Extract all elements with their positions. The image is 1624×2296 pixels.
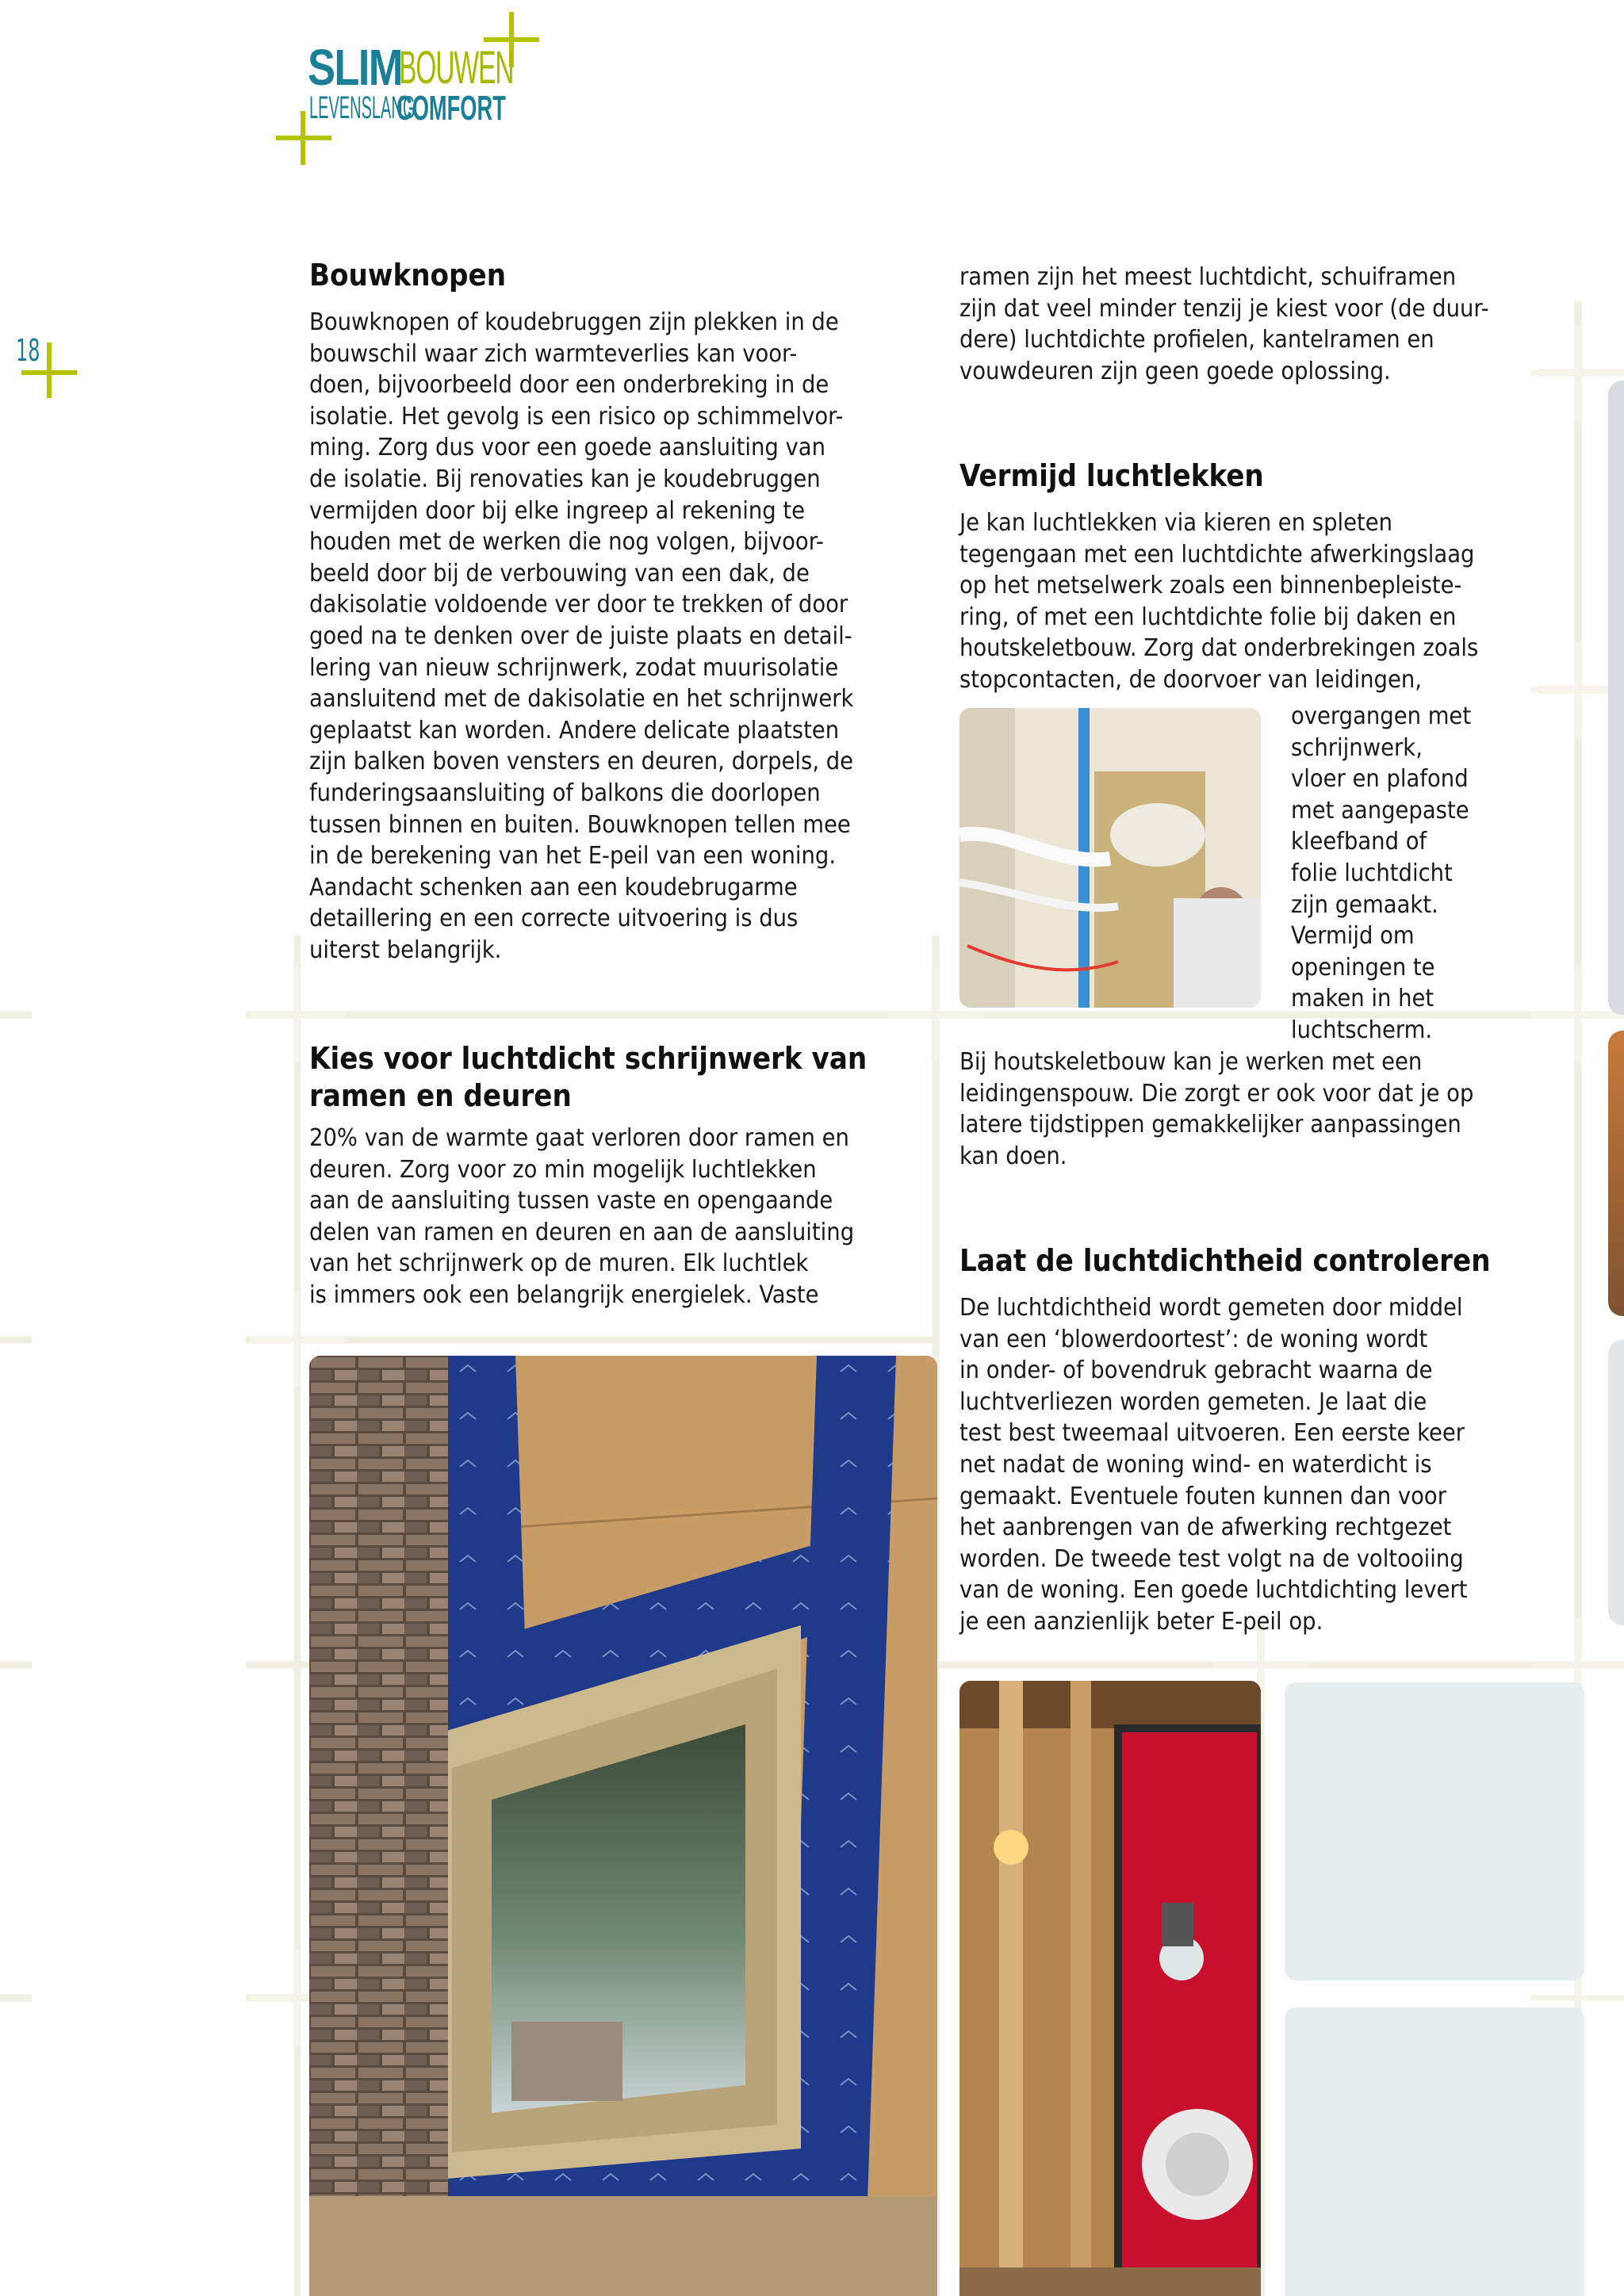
- heading-bouwknopen: Bouwknopen: [309, 258, 507, 293]
- logo: [262, 8, 547, 166]
- side-strip-grey-lower: [1608, 1340, 1624, 1625]
- heading-schrijnwerk: Kies voor luchtdicht schrijnwerk van ramen en deuren: [309, 1041, 868, 1113]
- body-schrijnwerk: 20% van de warmte gaat verloren door ramen en deuren. Zorg voor zo min mogelijk luchtlekken aan de aansluiting tussen vaste en opengaande delen van ramen en deuren en aan de aansluiting van het schrijnwerk op de muren. Elk luchtlek is immers ook een belangrijk energielek. Vaste: [309, 1124, 855, 1309]
- section-schrijnwerk-continued: [959, 262, 1562, 387]
- section-controle: [959, 1242, 1562, 1638]
- window-photo-illustration: [309, 1356, 937, 2296]
- side-strip-photo: [1608, 1031, 1624, 1316]
- heading-luchtlekken: Vermijd luchtlekken: [959, 458, 1264, 493]
- body-luchtlekken-top: Je kan luchtlekken via kieren en spleten tegengaan met een luchtdichte afwerkingslaag op het metselwerk zoals een binnenbepleiste- ring, of met een luchtdichte folie bij daken en houtskeletbouw. Zorg dat onderbrekingen zoals stopcontacten, de doorvoer van leidingen,: [959, 509, 1479, 694]
- body-luchtlekken-wrap: overgangen met schrijnwerk, vloer en plafond met aangepaste kleefband of folie luchtdicht zijn gemaakt. Vermijd om openingen te maken in het luchtscherm.: [1291, 702, 1472, 1044]
- page-number-plus-icon: [17, 341, 81, 404]
- decorative-tile-upper: [1285, 1682, 1584, 1980]
- section-bouwknopen: [309, 257, 896, 966]
- logo-levenslang-text: LEVENSLANG: [309, 90, 416, 125]
- photo-insulation-spraying: [959, 708, 1261, 1008]
- logo-slim-text: SLIM: [308, 39, 402, 96]
- body-bouwknopen: Bouwknopen of koudebruggen zijn plekken in de bouwschil waar zich warmteverlies kan voor- doen, bijvoorbeeld door een onderbreking in de isolatie. Het gevolg is een risico op schimmelvor- ming. Zorg dus voor een goede aansluiting van de isolatie. Bij renovaties kan je koudebruggen vermijden door bij elke ingreep al rekening te houden met de werken die nog volgen, bijvoor- beeld door bij de verbouwing van een dak, de dakisolatie voldoende ver door te trekken of door goed na te denken over de juiste plaats en detail- lering van nieuw schrijnwerk, zodat muurisolatie aansluitend met de dakisolatie en het schrijnwerk geplaatst kan worden. Andere delicate plaatsten zijn balken boven vensters en deuren, dorpels, de funderingsaansluiting of balkons die doorlopen tussen binnen en buiten. Bouwknopen tellen mee in de berekening van het E-peil van een woning. Aandacht schenken aan een koudebrugarme detaillering en een correcte uitvoering is dus uiterst belangrijk.: [309, 308, 854, 964]
- side-strip-grey: [1608, 381, 1624, 1015]
- photo-blowerdoor-test: [959, 1681, 1261, 2296]
- body-luchtlekken-bottom: Bij houtskeletbouw kan je werken met een leidingenspouw. Die zorgt er ook voor dat je op latere tijdstippen gemakkelijker aanpassingen kan doen.: [959, 1048, 1474, 1170]
- decorative-tile-lower: [1285, 2007, 1584, 2296]
- heading-controle: Laat de luchtdichtheid controleren: [959, 1243, 1491, 1278]
- logo-bouwen-text: BOUWEN: [399, 42, 514, 94]
- body-controle: De luchtdichtheid wordt gemeten door middel van een ‘blowerdoortest’: de woning wordt in onder- of bovendruk gebracht waarna de luchtverliezen worden gemeten. Je laat die test best tweemaal uitvoeren. Een eerste keer net nadat de woning wind- en waterdicht is gemaakt. Eventuele fouten kunnen dan voor het aanbrengen van de afwerking rechtgezet worden. De tweede test volgt na de voltooiing van de woning. Een goede luchtdichting levert je een aanzienlijk beter E-peil op.: [959, 1294, 1468, 1636]
- spraying-photo-illustration: [959, 708, 1261, 1008]
- section-schrijnwerk: [309, 1040, 912, 1311]
- section-luchtlekken-wrap: [1291, 701, 1576, 1047]
- blowerdoor-photo-illustration: [959, 1681, 1261, 2296]
- section-luchtlekken: [959, 457, 1562, 696]
- section-luchtlekken-bottom: [959, 1047, 1562, 1172]
- photo-window-installation: [309, 1356, 937, 2296]
- page-number: 18: [16, 333, 40, 368]
- body-schrijnwerk-continued: ramen zijn het meest luchtdicht, schuiframen zijn dat veel minder tenzij je kiest voor (de duur- dere) luchtdichte profielen, kantelramen en vouwdeuren zijn geen goede oplossing.: [959, 263, 1489, 385]
- logo-comfort-text: COMFORT: [396, 89, 506, 128]
